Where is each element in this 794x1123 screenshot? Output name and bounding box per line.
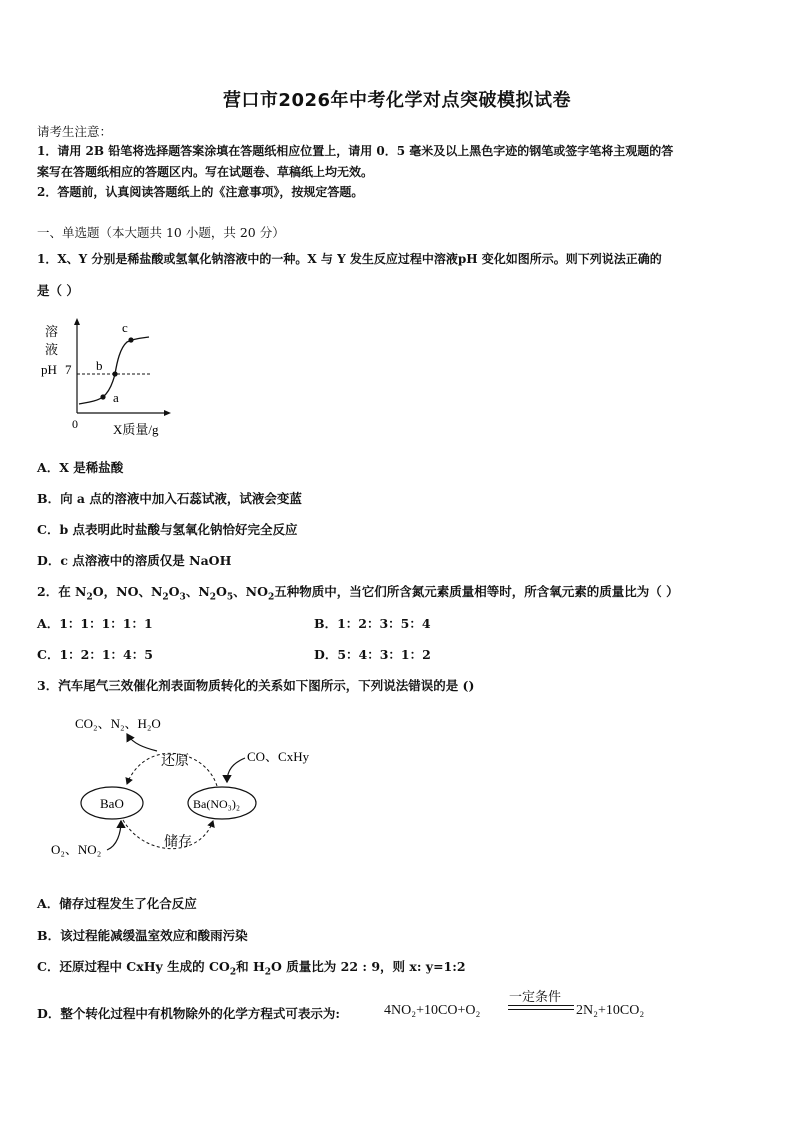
equation-bar-top (508, 1005, 574, 1006)
notice-2: 2．答题前，认真阅读答题纸上的《注意事项》，按规定答题。 (37, 185, 364, 199)
point-c-label: c (122, 320, 128, 335)
q1-stem-line2: 是（ ） (37, 283, 79, 298)
q1-option-b: B．向 a 点的溶液中加入石蕊试液，试液会变蓝 (37, 491, 302, 506)
q2-option-b: B．1：2：3：5：4 (314, 616, 431, 631)
notice-heading: 请考生注意： (37, 124, 113, 139)
products-label: CO₂、N₂、H₂O (75, 716, 161, 731)
o2-input-arrow (107, 821, 121, 850)
equation-bar-bottom (508, 1009, 574, 1010)
q2-stem: 2．在 $N_2O$，NO、$N_2O_3$、$N_2O_5$、$NO_2$五种物质中，当它们所含氮元素质量相等时，所含氧元素的质量比为（ ） (37, 584, 679, 603)
store-label: 储存 (164, 835, 192, 850)
ylabel-1: 溶 (45, 324, 59, 339)
ylabel-3: pH (41, 362, 57, 377)
x-axis-label: X质量/g (113, 422, 159, 437)
section-heading: 一、单选题（本大题共 10 小题，共 20 分） (37, 225, 285, 240)
q3-option-d: D．整个转化过程中有机物除外的化学方程式可表示为: (37, 1006, 340, 1021)
point-b-label: b (96, 358, 103, 373)
ylabel-2: 液 (45, 342, 59, 357)
ph-curve-graph (35, 318, 175, 443)
q3-option-c: C．还原过程中 CxHy 生成的 $CO_2$和 $H_2O$ 质量比为 22 : 9，则 x: y=1:2 (37, 959, 466, 978)
page-title: 营口市2026年中考化学对点突破模拟试卷 (222, 90, 572, 111)
equation-left: 4NO₂+10CO+O₂ (384, 1003, 481, 1018)
equation-right: 2N₂+10CO₂ (576, 1003, 645, 1018)
y-axis-arrow (74, 318, 80, 325)
q2-option-c: C．1：2：1：4：5 (37, 647, 153, 662)
point-a-label: a (113, 390, 119, 405)
notice-1a: 1．请用 2B 铅笔将选择题答案涂填在答题纸相应位置上，请用 0．5 毫米及以上黑色字迹的钢笔或签字笔将主观题的答 (37, 144, 674, 158)
q1-option-c: C．b 点表明此时盐酸与氢氧化钠恰好完全反应 (37, 522, 298, 537)
tick-7: 7 (65, 362, 72, 377)
point-a-dot (100, 394, 105, 399)
q1-stem-line1: 1．X、Y 分别是稀盐酸或氢氧化钠溶液中的一种。X 与 Y 发生反应过程中溶液pH 变化如图所示。则下列说法正确的 (37, 252, 662, 266)
bao-label: BaO (100, 796, 124, 811)
q1-option-d: D．c 点溶液中的溶质仅是 NaOH (37, 553, 232, 568)
bano3-label: Ba(NO₃)₂ (193, 797, 241, 811)
notice-1b: 案写在答题纸相应的答题区内。写在试题卷、草稿纸上均无效。 (37, 165, 374, 179)
q3-stem: 3．汽车尾气三效催化剂表面物质转化的关系如下图所示，下列说法错误的是 () (37, 678, 475, 693)
origin-label: 0 (72, 417, 78, 431)
catalyst-cycle-diagram (45, 708, 345, 868)
q2-option-a: A．1：1：1：1：1 (37, 616, 153, 631)
q3-option-b: B．该过程能减缓温室效应和酸雨污染 (37, 928, 248, 943)
x-axis-arrow (164, 410, 171, 416)
o2-no2-label: O₂、NO₂ (51, 842, 102, 857)
q2-option-d: D．5：4：3：1：2 (314, 647, 431, 662)
reactants-label: CO、CxHy (247, 749, 310, 764)
q3-option-a: A．储存过程发生了化合反应 (37, 896, 197, 911)
point-b-dot (112, 371, 117, 376)
reduce-label: 还原 (161, 754, 189, 769)
product-arrow (127, 734, 157, 751)
co-input-arrow (227, 758, 245, 782)
equation-condition: 一定条件 (509, 989, 562, 1004)
q1-option-a: A．X 是稀盐酸 (37, 460, 124, 475)
point-c-dot (128, 337, 133, 342)
